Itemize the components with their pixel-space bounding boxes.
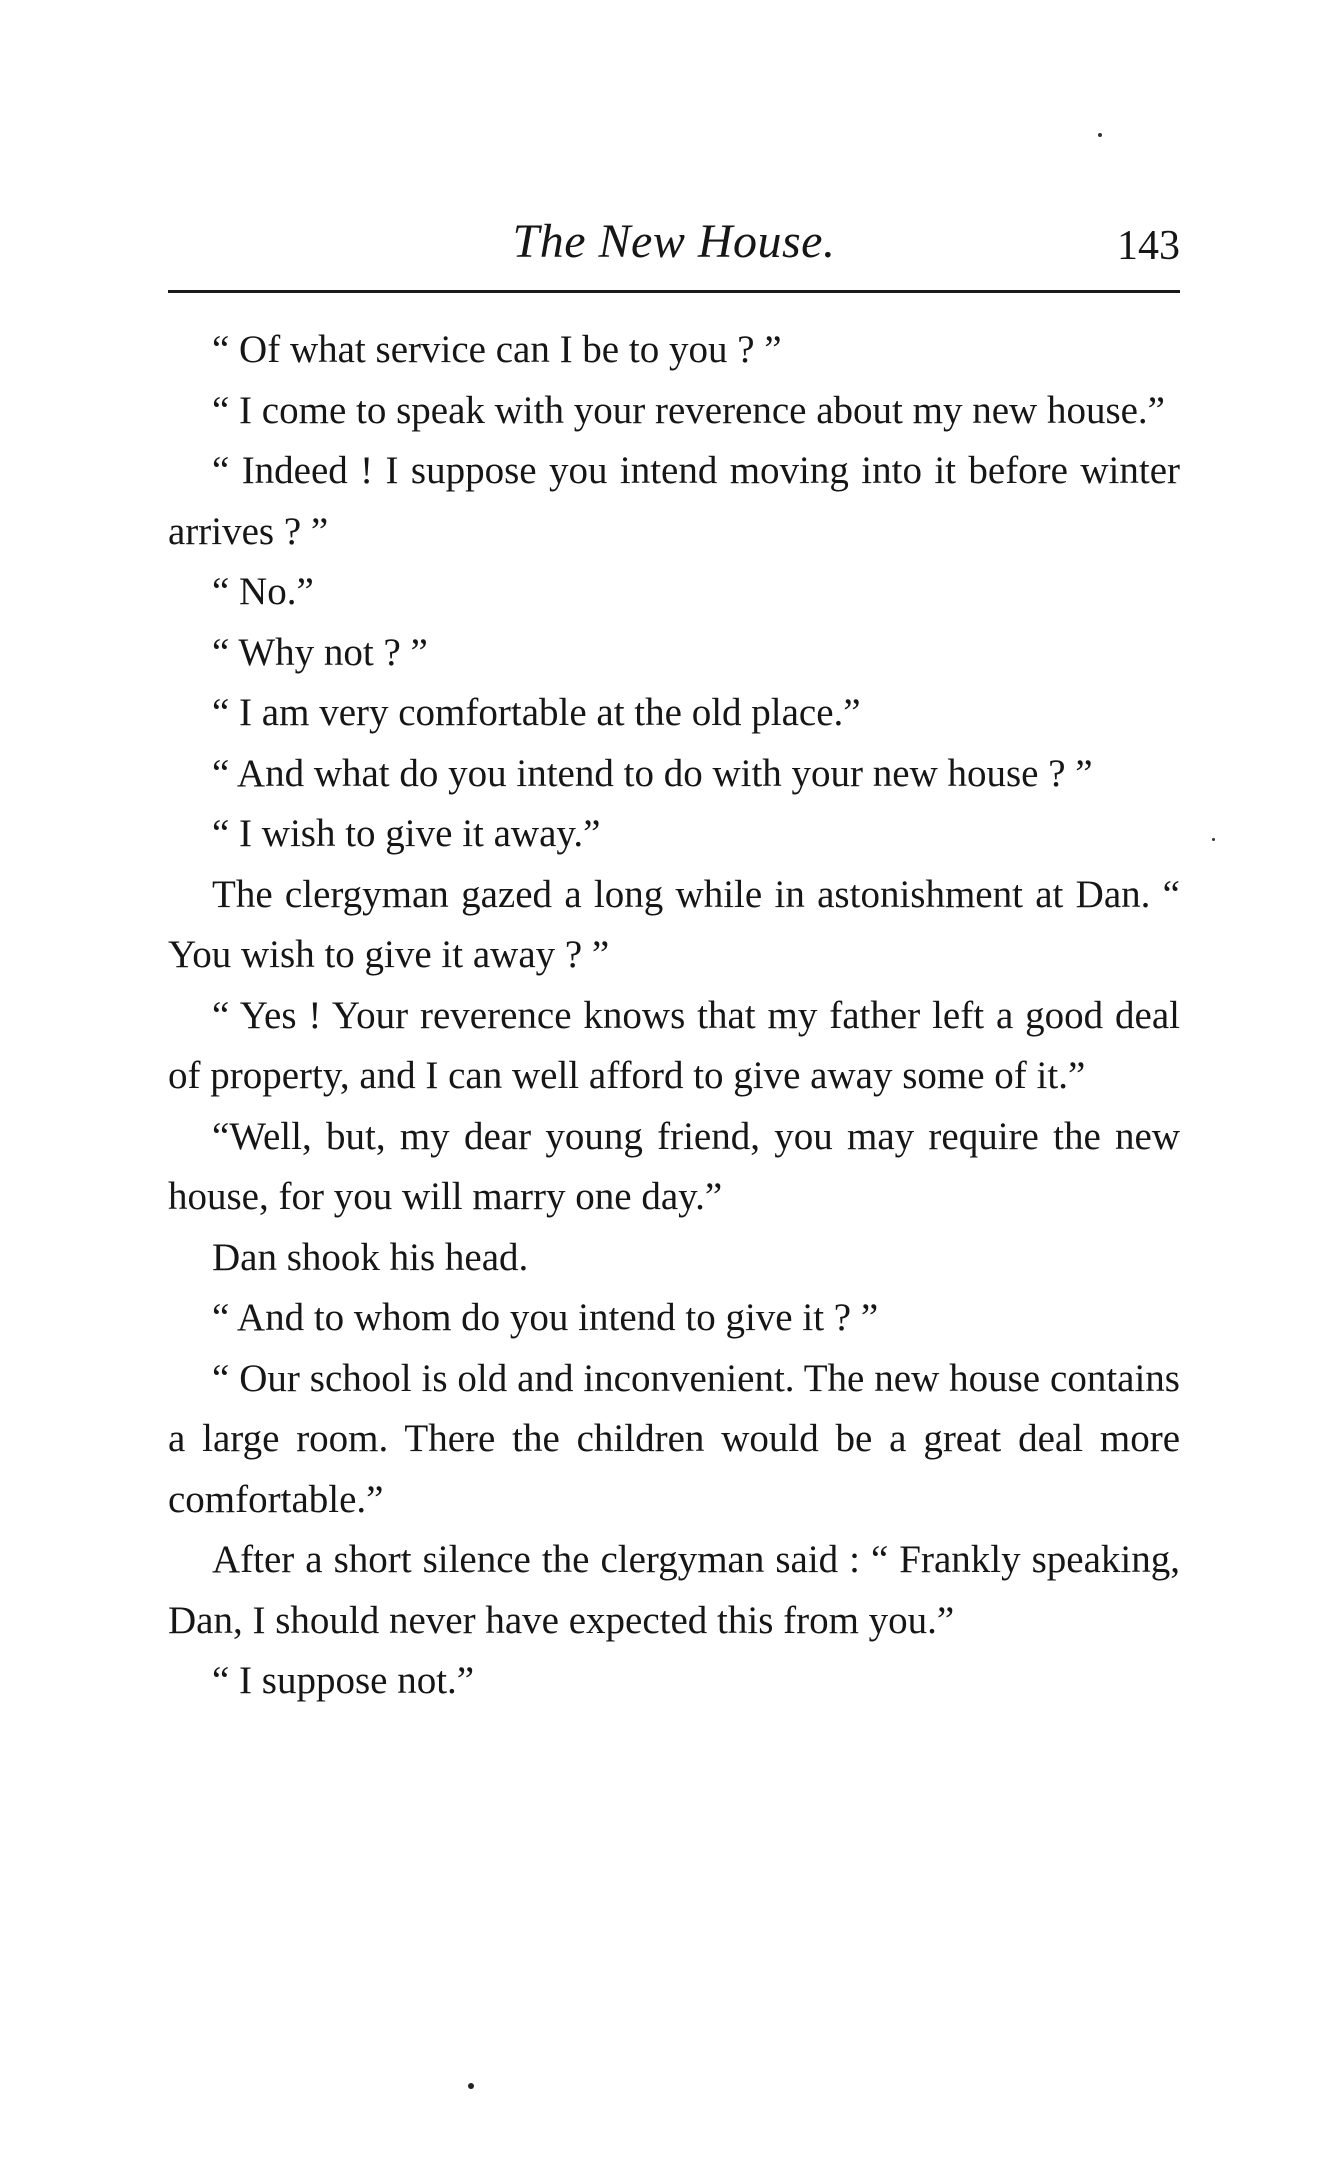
paragraph: “Well, but, my dear young friend, you may require the new house, for you will marry one day.” <box>168 1114 1180 1218</box>
paragraph: “ Indeed ! I suppose you intend moving into it before winter arrives ? ” <box>168 449 1180 553</box>
paragraph: “ And to whom do you intend to give it ? ” <box>212 1296 879 1339</box>
paragraph: “ Of what service can I be to you ? ” <box>212 328 782 371</box>
paragraph: “ And what do you intend to do with your new house ? ” <box>212 751 1093 795</box>
running-title: The New House. <box>512 215 836 268</box>
paragraph: “ I wish to give it away.” <box>212 812 601 855</box>
scan-speck <box>468 2083 474 2089</box>
paragraph: “ I come to speak with your reverence about my new house.” <box>212 388 1165 432</box>
scan-speck <box>1212 838 1215 841</box>
paragraph: “ No.” <box>212 570 314 613</box>
paragraph: Dan shook his head. <box>212 1235 529 1279</box>
paragraph: “ Our school is old and inconvenient. The new house contains a large room. There the children would be a great deal more comfortable.” <box>168 1356 1180 1521</box>
paragraph: “ I am very comfortable at the old place.” <box>212 691 861 734</box>
page-number: 143 <box>1117 223 1180 269</box>
paragraph: “ Yes ! Your reverence knows that my father left a good deal of property, and I can well afford to give away some of it.” <box>168 993 1180 1097</box>
page-header <box>168 212 1180 282</box>
scan-speck <box>1098 133 1102 137</box>
paragraph: After a short silence the clergyman said : “ Frankly speaking, Dan, I should never have expected this from you.” <box>168 1538 1180 1642</box>
paragraph: The clergyman gazed a long while in astonishment at Dan. “ You wish to give it away ? ” <box>168 872 1180 976</box>
body-text <box>168 320 1180 1712</box>
header-rule <box>168 290 1180 293</box>
paragraph: “ Why not ? ” <box>212 630 428 674</box>
paragraph: “ I suppose not.” <box>212 1659 475 1702</box>
